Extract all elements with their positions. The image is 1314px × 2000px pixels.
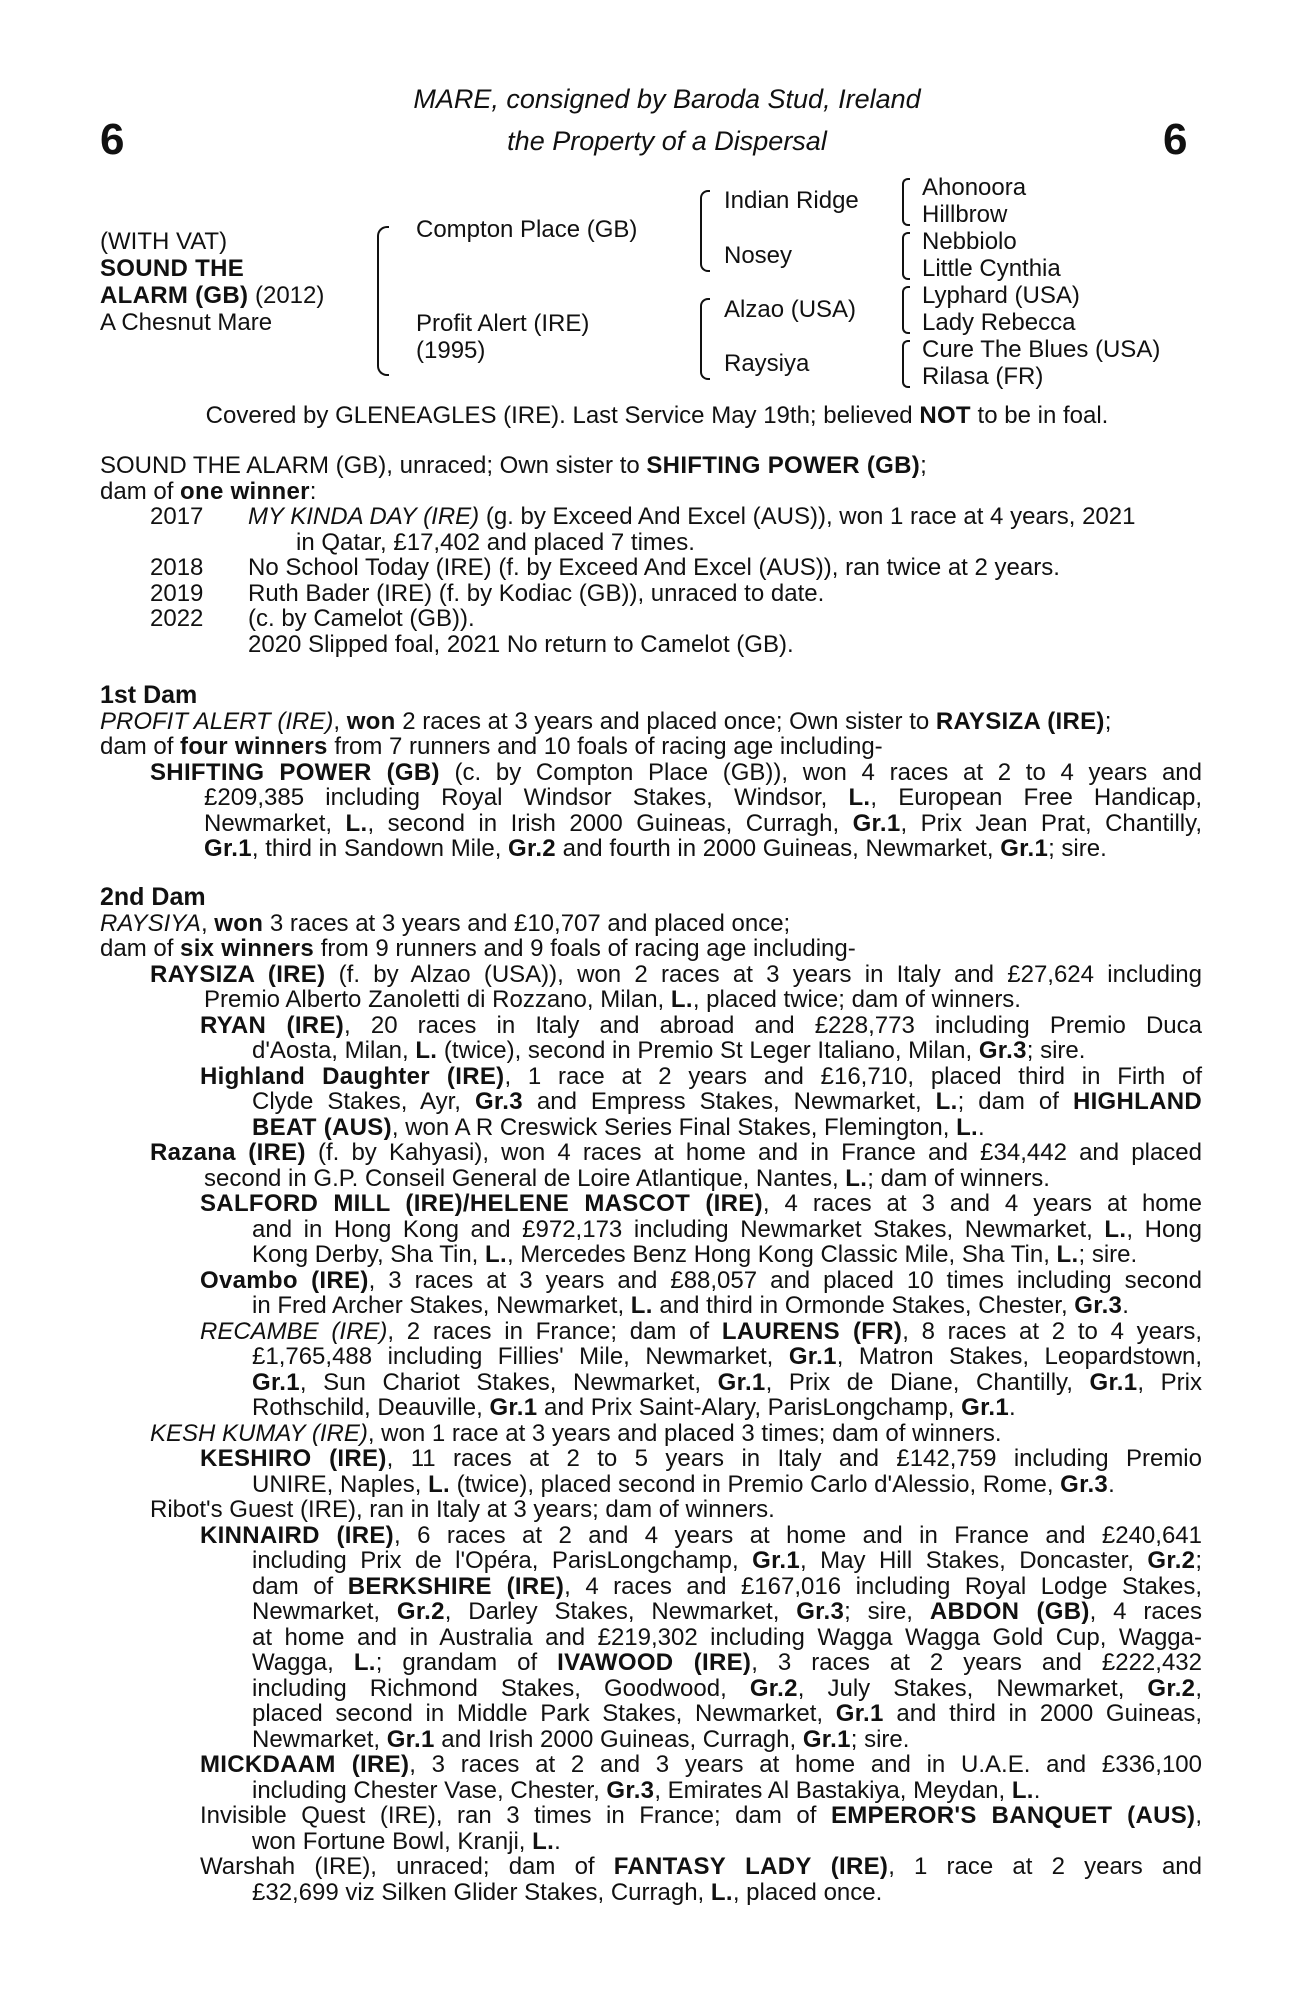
listed: L. bbox=[935, 1088, 958, 1115]
horse-name: RAYSIZA (IRE) bbox=[150, 960, 326, 988]
text: , third in Sandown Mile, bbox=[251, 835, 509, 862]
brace-dam-parents bbox=[700, 298, 710, 380]
text: , July Stakes, Newmarket, bbox=[797, 1674, 1148, 1702]
text: , 6 races at 2 and 4 years at home and in France and £240,641 bbox=[393, 1521, 1202, 1549]
horse-name-line2: ALARM (GB) bbox=[100, 282, 249, 309]
horse-name: BEAT (AUS) bbox=[252, 1113, 392, 1141]
produce-record bbox=[100, 453, 1202, 657]
kinnaird-line-4 bbox=[100, 1599, 1202, 1625]
listed: L. bbox=[353, 1649, 376, 1676]
group-1: Gr.1 bbox=[752, 1547, 801, 1574]
produce-note: 2020 Slipped foal, 2021 No return to Camelot (GB). bbox=[248, 630, 794, 658]
kinnaird-line-3 bbox=[100, 1574, 1202, 1600]
shifting-power-line-1 bbox=[100, 760, 1202, 786]
second-dam-heading: 2nd Dam bbox=[100, 883, 206, 911]
text: won Fortune Bowl, Kranji, bbox=[252, 1827, 533, 1855]
listed: L. bbox=[485, 1241, 507, 1268]
horse-name: KESH KUMAY (IRE) bbox=[150, 1419, 368, 1447]
text: ; sire. bbox=[1048, 835, 1107, 862]
text: ; dam of bbox=[957, 1088, 1073, 1115]
text: , Prix bbox=[1137, 1368, 1202, 1396]
group-1: Gr.1 bbox=[386, 1725, 435, 1753]
recambe-line-1 bbox=[100, 1319, 1202, 1345]
ancestor-3: Nebbiolo bbox=[922, 228, 1017, 255]
group-1: Gr.1 bbox=[835, 1700, 884, 1727]
ancestor-5: Lyphard (USA) bbox=[922, 282, 1080, 309]
salford-mill-line-3 bbox=[100, 1242, 1202, 1268]
horse-name: SALFORD MILL (IRE)/HELENE MASCOT (IRE) bbox=[200, 1190, 763, 1217]
text: Newmarket, bbox=[252, 1725, 387, 1753]
group-1: Gr.1 bbox=[788, 1343, 837, 1370]
text: d'Aosta, Milan, bbox=[252, 1037, 416, 1064]
text: , Prix Jean Prat, Chantilly, bbox=[900, 809, 1203, 837]
text: (g. by Exceed And Excel (AUS)), won 1 race at 4 years, 2021 bbox=[479, 503, 1136, 530]
kinnaird-line-1 bbox=[100, 1523, 1202, 1549]
listed: L. bbox=[956, 1113, 979, 1141]
shifting-power-line-3 bbox=[100, 811, 1202, 837]
group-1: Gr.1 bbox=[717, 1368, 766, 1396]
text: (f. by Kahyasi), won 4 races at home and in France and £34,442 and placed bbox=[305, 1139, 1202, 1166]
horse-name: ABDON (GB) bbox=[929, 1598, 1090, 1625]
text: Rothschild, Deauville, bbox=[252, 1394, 490, 1421]
text: , 20 races in Italy and abroad and £228,773 including Premio Duca bbox=[344, 1011, 1202, 1039]
text: , won 1 race at 3 years and placed 3 times; dam of winners. bbox=[367, 1419, 1002, 1447]
text: , 2 races in France; dam of bbox=[387, 1317, 722, 1345]
text: , bbox=[1195, 1674, 1202, 1702]
brace-sire-dam bbox=[377, 226, 389, 376]
year: 2019 bbox=[150, 579, 204, 607]
group-3: Gr.3 bbox=[978, 1037, 1027, 1064]
kinnaird-line-7 bbox=[100, 1676, 1202, 1702]
winner-count: one winner bbox=[180, 477, 310, 505]
text: , bbox=[333, 707, 347, 735]
ovambo-line-2 bbox=[100, 1293, 1202, 1319]
lot-number-right: 6 bbox=[1163, 115, 1188, 164]
horse-name: FANTASY LADY (IRE) bbox=[613, 1853, 889, 1880]
text: , 3 races at 3 years and £88,057 and placed 10 times including second bbox=[368, 1266, 1202, 1294]
text: , placed once. bbox=[732, 1878, 883, 1906]
winner-count: six winners bbox=[180, 935, 315, 962]
text: : bbox=[309, 477, 317, 505]
text: , placed twice; dam of winners. bbox=[692, 986, 1021, 1013]
brace-g1 bbox=[902, 178, 910, 226]
salford-mill-line-2 bbox=[100, 1217, 1202, 1243]
listed: L. bbox=[1056, 1241, 1079, 1268]
text: (c. by Camelot (GB)). bbox=[248, 605, 475, 632]
shifting-power-line-4 bbox=[100, 836, 1202, 862]
invisible-quest-line-2 bbox=[100, 1829, 1202, 1855]
text: dam of bbox=[100, 733, 181, 760]
group-1: Gr.1 bbox=[802, 1725, 851, 1753]
first-dam-heading: 1st Dam bbox=[100, 681, 198, 709]
listed: L. bbox=[1104, 1215, 1127, 1243]
text: and Prix Saint-Alary, ParisLongchamp, bbox=[537, 1394, 962, 1421]
text: placed second in Middle Park Stakes, Newmarket, bbox=[252, 1700, 836, 1727]
listed: L. bbox=[848, 784, 871, 811]
text: . bbox=[1108, 1470, 1115, 1498]
text: and third in Ormonde Stakes, Chester, bbox=[652, 1292, 1075, 1319]
text: dam of bbox=[100, 935, 181, 962]
warshah-line-2 bbox=[100, 1880, 1202, 1906]
text: , Mercedes Benz Hong Kong Classic Mile, Sha Tin, bbox=[506, 1241, 1057, 1268]
text: ; bbox=[1195, 1547, 1202, 1574]
dam-sire: Alzao (USA) bbox=[724, 296, 857, 323]
winner-count: four winners bbox=[180, 733, 328, 760]
text: , won A R Creswick Series Final Stakes, Flemington, bbox=[391, 1113, 957, 1141]
kinnaird-line-6 bbox=[100, 1650, 1202, 1676]
text: . bbox=[1033, 1776, 1041, 1804]
horse-name: SHIFTING POWER (GB) bbox=[150, 758, 440, 786]
second-dam-section bbox=[100, 885, 1202, 1905]
text: ; bbox=[920, 452, 927, 479]
vat-note: (WITH VAT) bbox=[100, 228, 228, 255]
brace-g3 bbox=[902, 286, 910, 334]
text: ; grandam of bbox=[375, 1649, 558, 1676]
group-2: Gr.2 bbox=[749, 1674, 798, 1702]
ancestor-8: Rilasa (FR) bbox=[922, 363, 1044, 390]
group-3: Gr.3 bbox=[796, 1598, 845, 1625]
listed: L. bbox=[415, 1037, 438, 1064]
group-2: Gr.2 bbox=[1147, 1547, 1196, 1574]
consignor-line: MARE, consigned by Baroda Stud, Ireland bbox=[413, 84, 921, 114]
kinnaird-line-8 bbox=[100, 1701, 1202, 1727]
ancestor-4: Little Cynthia bbox=[922, 255, 1061, 282]
kinnaird-line-9 bbox=[100, 1727, 1202, 1753]
mickdaam-line-1 bbox=[100, 1752, 1202, 1778]
group-1: Gr.1 bbox=[489, 1394, 538, 1421]
dam: Profit Alert (IRE) bbox=[416, 310, 590, 337]
warshah-line-1 bbox=[100, 1854, 1202, 1880]
text: , European Free Handicap, bbox=[870, 784, 1202, 811]
text: (f. by Alzao (USA)), won 2 races at 3 years in Italy and £27,624 including bbox=[325, 960, 1202, 988]
sire-sire: Indian Ridge bbox=[724, 187, 859, 214]
text: £32,699 viz Silken Glider Stakes, Curragh, bbox=[252, 1878, 711, 1906]
year: 2022 bbox=[150, 605, 204, 632]
horse-name: HIGHLAND bbox=[1072, 1088, 1202, 1115]
horse-name: KESHIRO (IRE) bbox=[200, 1445, 387, 1472]
text: ; sire, bbox=[844, 1598, 930, 1625]
text: , 3 races at 2 and 3 years at home and in U.A.E. and £336,100 bbox=[409, 1751, 1202, 1778]
text: including Richmond Stakes, Goodwood, bbox=[252, 1674, 750, 1702]
highland-daughter-line-2 bbox=[100, 1089, 1202, 1115]
highland-daughter-line-3 bbox=[100, 1115, 1202, 1141]
covered-not: NOT bbox=[919, 402, 971, 429]
produce-2017-cont: in Qatar, £17,402 and placed 7 times. bbox=[296, 528, 695, 556]
intro-line-2 bbox=[100, 479, 1202, 505]
razana-line-2 bbox=[100, 1166, 1202, 1192]
text: , 4 races bbox=[1089, 1598, 1203, 1625]
text: , 3 races at 2 years and £222,432 bbox=[751, 1649, 1202, 1676]
text: from 9 runners and 9 foals of racing age including- bbox=[314, 935, 856, 962]
text: , Darley Stakes, Newmarket, bbox=[444, 1598, 797, 1625]
text: ; dam of winners. bbox=[867, 1164, 1050, 1192]
text: . bbox=[1122, 1292, 1129, 1319]
text: Newmarket, bbox=[252, 1598, 397, 1625]
keshiro-line-1 bbox=[100, 1446, 1202, 1472]
group-1: Gr.1 bbox=[204, 835, 252, 862]
produce-2022 bbox=[100, 606, 1202, 632]
group-1: Gr.1 bbox=[1000, 835, 1049, 862]
dam-dam: Raysiya bbox=[724, 350, 810, 377]
listed: L. bbox=[532, 1827, 555, 1855]
shifting-power-line-2 bbox=[100, 785, 1202, 811]
listed: L. bbox=[710, 1878, 733, 1906]
recambe-line-3 bbox=[100, 1370, 1202, 1396]
group-1: Gr.1 bbox=[961, 1394, 1010, 1421]
group-2: Gr.2 bbox=[508, 835, 556, 862]
horse-description: A Chesnut Mare bbox=[100, 309, 273, 336]
text: second in G.P. Conseil General de Loire Atlantique, Nantes, bbox=[204, 1164, 846, 1192]
listed: L. bbox=[670, 986, 693, 1013]
text: , bbox=[200, 909, 215, 937]
text: . bbox=[554, 1827, 561, 1855]
listed: L. bbox=[345, 809, 368, 837]
text: Ruth Bader (IRE) (f. by Kodiac (GB)), unraced to date. bbox=[248, 579, 825, 607]
covered-text: Covered by GLENEAGLES (IRE). Last Service May 19th; believed bbox=[205, 402, 920, 429]
sister-name: SHIFTING POWER (GB) bbox=[646, 452, 921, 479]
ovambo-line-1 bbox=[100, 1268, 1202, 1294]
produce-2017 bbox=[100, 504, 1202, 530]
text: including Prix de l'Opéra, ParisLongchamp, bbox=[252, 1547, 753, 1574]
highland-daughter-line-1 bbox=[100, 1064, 1202, 1090]
horse-name: IVAWOOD (IRE) bbox=[557, 1649, 752, 1676]
text: , Hong bbox=[1126, 1215, 1202, 1243]
sister-name: RAYSIZA (IRE) bbox=[935, 707, 1105, 735]
text: £1,765,488 including Fillies' Mile, Newmarket, bbox=[252, 1343, 789, 1370]
raysiza-line-1 bbox=[100, 962, 1202, 988]
text: (twice), second in Premio St Leger Italiano, Milan, bbox=[437, 1037, 979, 1064]
text: , May Hill Stakes, Doncaster, bbox=[800, 1547, 1148, 1574]
property-line: the Property of a Dispersal bbox=[507, 126, 827, 156]
text: and third in 2000 Guineas, bbox=[883, 1700, 1202, 1727]
text: , Matron Stakes, Leopardstown, bbox=[836, 1343, 1202, 1370]
first-dam-line-2 bbox=[100, 734, 1202, 760]
horse-name: Razana (IRE) bbox=[150, 1139, 306, 1166]
keshiro-line-2 bbox=[100, 1472, 1202, 1498]
text: , 1 race at 2 years and bbox=[888, 1853, 1202, 1880]
group-3: Gr.3 bbox=[1060, 1470, 1109, 1498]
text: Newmarket, bbox=[204, 809, 346, 837]
horse-name: EMPEROR'S BANQUET (AUS) bbox=[830, 1802, 1196, 1829]
text: and in Hong Kong and £972,173 including Newmarket Stakes, Newmarket, bbox=[252, 1215, 1105, 1243]
text: ; sire. bbox=[850, 1725, 910, 1753]
ryan-line-2 bbox=[100, 1038, 1202, 1064]
first-dam-line-1 bbox=[100, 709, 1202, 735]
text: 2 races at 3 years and placed once; Own sister to bbox=[395, 707, 936, 735]
horse-year: (2012) bbox=[248, 282, 325, 309]
kesh-kumay-line-1 bbox=[100, 1421, 1202, 1447]
second-dam-line-2 bbox=[100, 936, 1202, 962]
text: , Prix de Diane, Chantilly, bbox=[765, 1368, 1090, 1396]
sire: Compton Place (GB) bbox=[416, 216, 638, 243]
ancestor-6: Lady Rebecca bbox=[922, 309, 1076, 336]
lot-number-left: 6 bbox=[100, 115, 125, 164]
text: , second in Irish 2000 Guineas, Curragh, bbox=[367, 809, 853, 837]
ribots-guest-line: Ribot's Guest (IRE), ran in Italy at 3 years; dam of winners. bbox=[150, 1496, 775, 1523]
horse-name: RECAMBE (IRE) bbox=[200, 1317, 388, 1345]
year: 2017 bbox=[150, 503, 204, 530]
won: won bbox=[214, 909, 264, 937]
text: . bbox=[978, 1113, 985, 1141]
produce-2018 bbox=[100, 555, 1202, 581]
brace-g2 bbox=[902, 232, 910, 280]
text: , 1 race at 2 years and £16,710, placed third in Firth of bbox=[504, 1062, 1202, 1090]
brace-sire-parents bbox=[700, 190, 710, 272]
group-3: Gr.3 bbox=[474, 1088, 523, 1115]
text: and Empress Stakes, Newmarket, bbox=[522, 1088, 936, 1115]
brace-g4 bbox=[902, 340, 910, 388]
ancestor-7: Cure The Blues (USA) bbox=[922, 336, 1161, 363]
listed: L. bbox=[630, 1292, 653, 1319]
ancestor-1: Ahonoora bbox=[922, 174, 1027, 201]
text: , 4 races and £167,016 including Royal Lodge Stakes, bbox=[564, 1572, 1203, 1600]
covered-line bbox=[0, 402, 1314, 430]
text: ; sire. bbox=[1078, 1241, 1138, 1268]
second-dam-line-1 bbox=[100, 911, 1202, 937]
horse-name: LAURENS (FR) bbox=[721, 1317, 903, 1345]
group-3: Gr.3 bbox=[1074, 1292, 1123, 1319]
kinnaird-line-2 bbox=[100, 1548, 1202, 1574]
horse-name-line1: SOUND THE bbox=[100, 255, 245, 282]
text: Wagga, bbox=[252, 1649, 354, 1676]
horse-name: Ovambo (IRE) bbox=[200, 1266, 369, 1294]
text: , Emirates Al Bastakiya, Meydan, bbox=[654, 1776, 1012, 1804]
ancestor-2: Hillbrow bbox=[922, 201, 1008, 228]
group-3: Gr.3 bbox=[606, 1776, 655, 1804]
razana-line-1 bbox=[100, 1140, 1202, 1166]
raysiza-line-2 bbox=[100, 987, 1202, 1013]
horse-name: RYAN (IRE) bbox=[200, 1011, 345, 1039]
text: No School Today (IRE) (f. by Exceed And Excel (AUS)), ran twice at 2 years. bbox=[248, 554, 1060, 581]
text: (c. by Compton Place (GB)), won 4 races at 2 to 4 years and bbox=[439, 758, 1202, 786]
text: , 11 races at 2 to 5 years in Italy and £142,759 including Premio bbox=[386, 1445, 1202, 1472]
text: Kong Derby, Sha Tin, bbox=[252, 1241, 486, 1268]
dam-name: PROFIT ALERT (IRE) bbox=[100, 707, 334, 735]
produce-2019 bbox=[100, 581, 1202, 607]
text: Warshah (IRE), unraced; dam of bbox=[200, 1853, 614, 1880]
text: including Chester Vase, Chester, bbox=[252, 1776, 607, 1804]
foal-name: MY KINDA DAY (IRE) bbox=[248, 503, 480, 530]
ryan-line-1 bbox=[100, 1013, 1202, 1039]
text: Premio Alberto Zanoletti di Rozzano, Milan, bbox=[204, 986, 671, 1013]
text: Invisible Quest (IRE), ran 3 times in France; dam of bbox=[200, 1802, 831, 1829]
group-2: Gr.2 bbox=[1147, 1674, 1196, 1702]
text: , Sun Chariot Stakes, Newmarket, bbox=[299, 1368, 718, 1396]
group-2: Gr.2 bbox=[396, 1598, 445, 1625]
group-1: Gr.1 bbox=[252, 1368, 300, 1396]
text: (twice), placed second in Premio Carlo d'Alessio, Rome, bbox=[450, 1470, 1061, 1498]
text: dam of bbox=[252, 1572, 348, 1600]
text: UNIRE, Naples, bbox=[252, 1470, 429, 1498]
horse-name: BERKSHIRE (IRE) bbox=[347, 1572, 565, 1600]
listed: L. bbox=[845, 1164, 868, 1192]
sire-dam: Nosey bbox=[724, 242, 793, 269]
recambe-line-2 bbox=[100, 1344, 1202, 1370]
text: £209,385 including Royal Windsor Stakes, Windsor, bbox=[204, 784, 849, 811]
recambe-line-4 bbox=[100, 1395, 1202, 1421]
horse-name-line2-wrap bbox=[100, 282, 324, 309]
year: 2018 bbox=[150, 554, 204, 581]
text: Clyde Stakes, Ayr, bbox=[252, 1088, 475, 1115]
kinnaird-line-5: at home and in Australia and £219,302 including Wagga Wagga Gold Cup, Wagga- bbox=[252, 1623, 1202, 1651]
horse-name: MICKDAAM (IRE) bbox=[200, 1751, 410, 1778]
dam-name: RAYSIYA bbox=[100, 909, 201, 937]
salford-mill-line-1 bbox=[100, 1191, 1202, 1217]
invisible-quest-line-1 bbox=[100, 1803, 1202, 1829]
mickdaam-line-2 bbox=[100, 1778, 1202, 1804]
group-1: Gr.1 bbox=[852, 809, 901, 837]
text: SOUND THE ALARM (GB), unraced; Own sister to bbox=[100, 452, 647, 479]
text: 3 races at 3 years and £10,707 and placed once; bbox=[263, 909, 791, 937]
text: in Fred Archer Stakes, Newmarket, bbox=[252, 1292, 631, 1319]
won: won bbox=[346, 707, 396, 735]
covered-end: to be in foal. bbox=[970, 402, 1109, 429]
horse-name: Highland Daughter (IRE) bbox=[200, 1062, 505, 1090]
text: ; sire. bbox=[1026, 1037, 1086, 1064]
dam-year: (1995) bbox=[416, 337, 486, 364]
text: and Irish 2000 Guineas, Curragh, bbox=[434, 1725, 803, 1753]
text: ; bbox=[1104, 707, 1112, 735]
text: , 4 races at 3 and 4 years at home bbox=[762, 1190, 1202, 1217]
text: and fourth in 2000 Guineas, Newmarket, bbox=[555, 835, 1001, 862]
text: from 7 runners and 10 foals of racing age including- bbox=[327, 733, 883, 760]
text: , bbox=[1195, 1802, 1202, 1829]
group-1: Gr.1 bbox=[1089, 1368, 1138, 1396]
text: . bbox=[1009, 1394, 1016, 1421]
listed: L. bbox=[1011, 1776, 1034, 1804]
text: dam of bbox=[100, 477, 181, 505]
horse-name: KINNAIRD (IRE) bbox=[200, 1521, 394, 1549]
first-dam-section bbox=[100, 683, 1202, 862]
text: , 8 races at 2 to 4 years, bbox=[902, 1317, 1203, 1345]
intro-line-1 bbox=[100, 453, 1202, 479]
listed: L. bbox=[428, 1470, 450, 1498]
